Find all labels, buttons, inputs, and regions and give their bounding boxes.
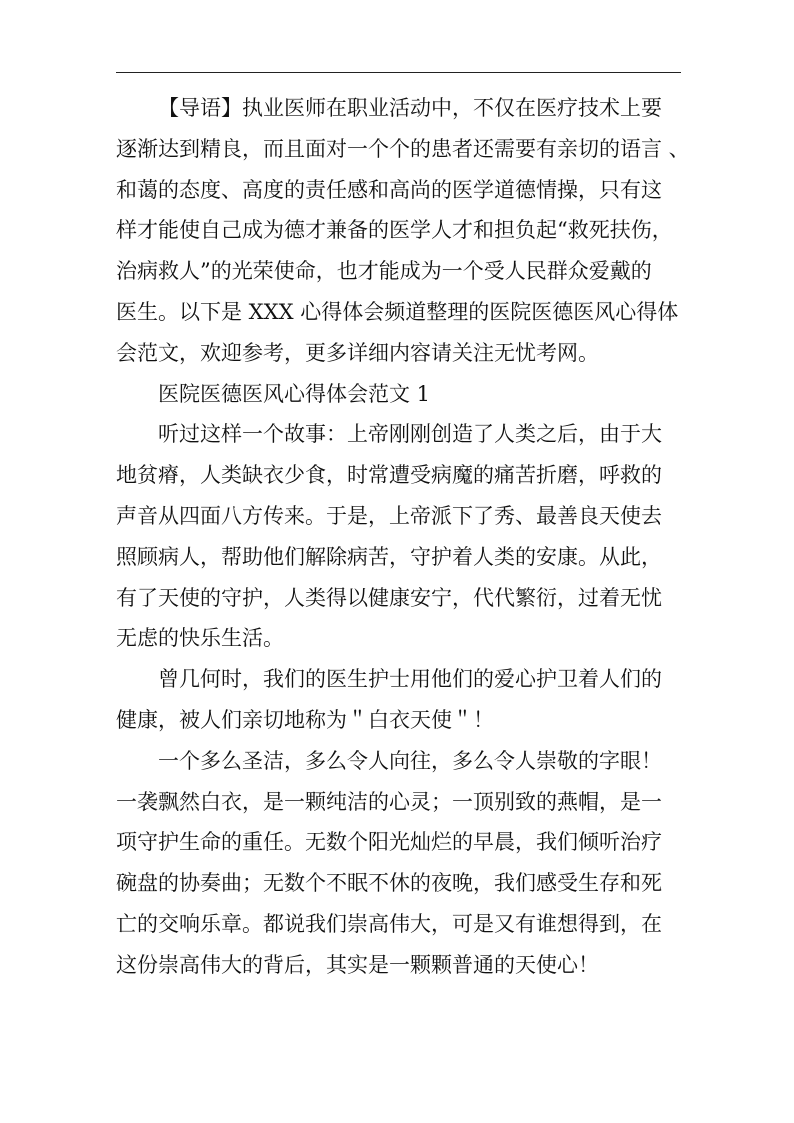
- document-body: [116, 88, 690, 986]
- paragraph-line: 有了天使的守护，人类得以健康安宁，代代繁衍，过着无忧: [116, 585, 662, 610]
- paragraph-line: 地贫瘠，人类缺衣少食，时常遭受病魔的痛苦折磨，呼救的: [116, 463, 662, 488]
- intro-line: 逐渐达到精良，而且面对一个个的患者还需要有亲切的语言 、: [116, 136, 690, 161]
- paragraph-line: 曾几何时，我们的医生护士用他们的爱心护卫着人们的: [158, 667, 662, 692]
- paragraph-line: 亡的交响乐章。都说我们崇高伟大，可是又有谁想得到，在: [116, 911, 662, 936]
- intro-line: 会范文，欢迎参考，更多详细内容请关注无忧考网。: [116, 340, 599, 365]
- paragraph-line: 碗盘的协奏曲；无数个不眠不休的夜晚，我们感受生存和死: [116, 871, 662, 896]
- section-title: 医院医德医风心得体会范文 1: [158, 381, 431, 406]
- paragraph-line: 照顾病人，帮助他们解除病苦，守护着人类的安康。从此，: [116, 544, 662, 569]
- paragraph-line: 这份崇高伟大的背后，其实是一颗颗普通的天使心！: [116, 952, 599, 977]
- paragraph-line: 声音从四面八方传来。于是，上帝派下了秀、最善良天使去: [116, 503, 662, 528]
- paragraph-line: 健康，被人们亲切地称为＂白衣天使＂！: [116, 707, 494, 732]
- header-rule: [116, 72, 681, 73]
- intro-line: 样才能使自己成为德才兼备的医学人才和担负起“救死扶伤，: [116, 218, 673, 243]
- intro-line: 治病救人”的光荣使命，也才能成为一个受人民群众爱戴的: [116, 259, 652, 284]
- paragraph-line: 一个多么圣洁，多么令人向往，多么令人崇敬的字眼！: [158, 748, 662, 773]
- paragraph-line: 项守护生命的重任。无数个阳光灿烂的早晨，我们倾听治疗: [116, 830, 662, 855]
- intro-line: 【导语】执业医师在职业活动中，不仅在医疗技术上要: [158, 96, 662, 120]
- intro-line: 医生。以下是 XXX 心得体会频道整理的医院医德医风心得体: [116, 299, 679, 324]
- intro-line: 和蔼的态度、高度的责任感和高尚的医学道德情操，只有这: [116, 177, 662, 202]
- paragraph-line: 一袭飘然白衣，是一颗纯洁的心灵；一顶别致的燕帽，是一: [116, 789, 662, 814]
- paragraph-line: 听过这样一个故事：上帝刚刚创造了人类之后，由于大: [158, 422, 662, 447]
- paragraph-line: 无虑的快乐生活。: [116, 626, 284, 651]
